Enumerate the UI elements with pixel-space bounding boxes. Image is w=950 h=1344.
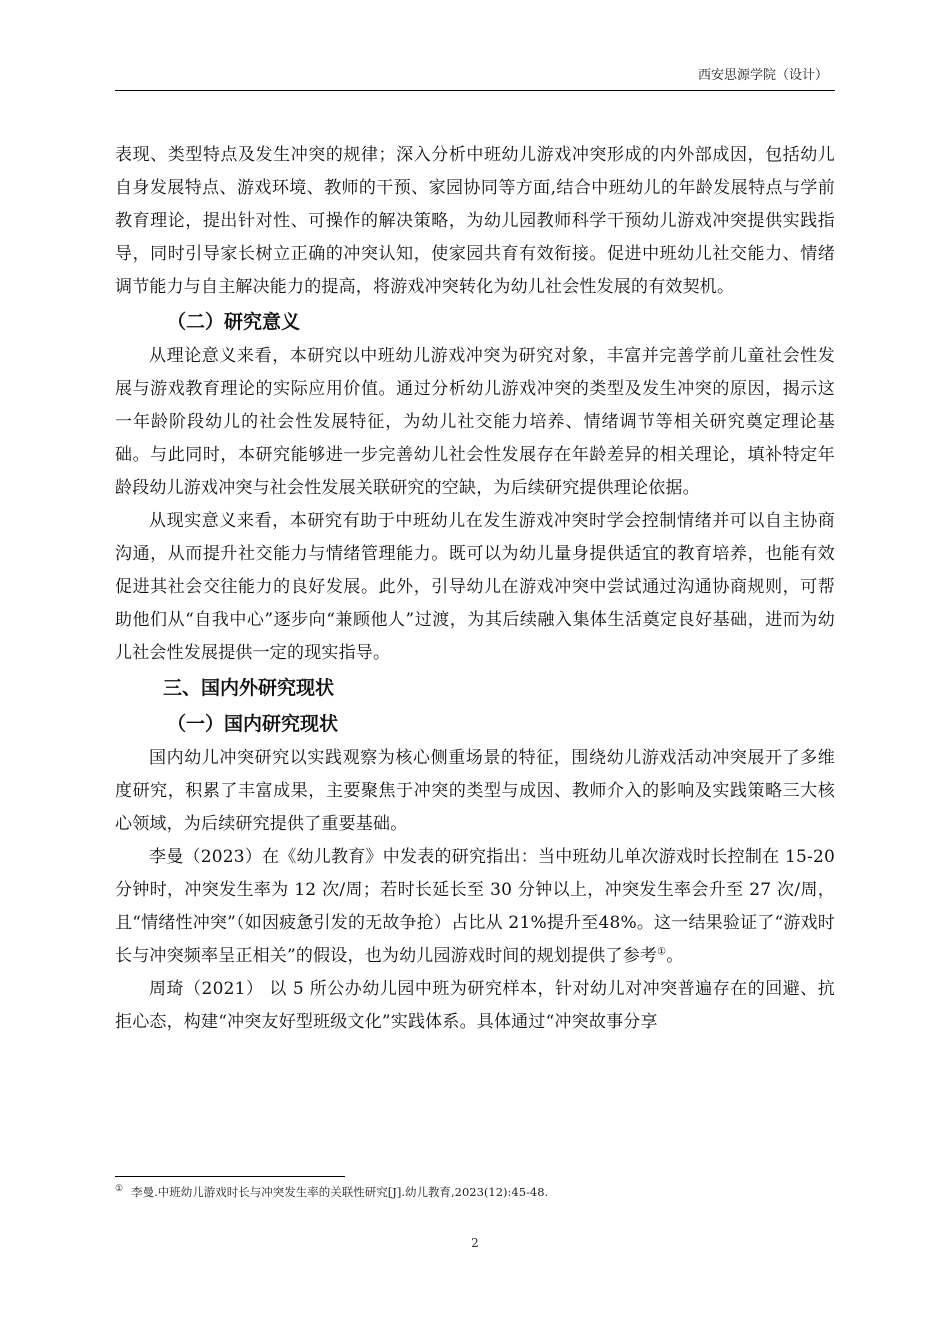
footnote-text: 李曼.中班幼儿游戏时长与冲突发生率的关联性研究[J].幼儿教育,2023(12):45-48. xyxy=(131,1185,549,1199)
paragraph-research-content-continued: 表现、类型特点及发生冲突的规律；深入分析中班幼儿游戏冲突形成的内外部成因，包括幼儿自身发展特点、游戏环境、教师的干预、家园协同等方面,结合中班幼儿的年龄发展特点与学前教育理论，提出针对性、可操作的解决策略，为幼儿园教师科学干预幼儿游戏冲突提供实践指导，同时引导家长树立正确的冲突认知，使家园共育有效衔接。促进中班幼儿社交能力、情绪调节能力与自主解决能力的提高，将游戏冲突转化为幼儿社会性发展的有效契机。 xyxy=(115,145,835,297)
footnote xyxy=(115,1184,835,1200)
page-number: 2 xyxy=(471,1236,479,1250)
footnote-mark: ① xyxy=(115,1184,124,1195)
footnote-divider xyxy=(115,1176,345,1177)
section-heading-research-significance: （二）研究意义 xyxy=(167,311,301,333)
li-man-study-end: 。 xyxy=(666,946,684,966)
paragraph-practical-significance: 从现实意义来看，本研究有助于中班幼儿在发生游戏冲突时学会控制情绪并可以自主协商沟通，从而提升社交能力与情绪管理能力。既可以为幼儿量身提供适宜的教育培养，也能有效促进其社会交往能力的良好发展。此外，引导幼儿在游戏冲突中尝试通过沟通协商规则，可帮助他们从“自我中心”逐步向“兼顾他人”过渡，为其后续融入集体生活奠定良好基础，进而为幼儿社会性发展提供一定的现实指导。 xyxy=(115,511,835,663)
paragraph-domestic-overview: 国内幼儿冲突研究以实践观察为核心侧重场景的特征，围绕幼儿游戏活动冲突展开了多维度研究，积累了丰富成果，主要聚焦于冲突的类型与成因、教师介入的影响及实践策略三大核心领域，为后续研究提供了重要基础。 xyxy=(115,748,835,834)
paragraph-theoretical-significance: 从理论意义来看，本研究以中班幼儿游戏冲突为研究对象，丰富并完善学前儿童社会性发展与游戏教育理论的实际应用价值。通过分析幼儿游戏冲突的类型及发生冲突的原因，揭示这一年龄阶段幼儿的社会性发展特征，为幼儿社交能力培养、情绪调节等相关研究奠定理论基础。与此同时，本研究能够进一步完善幼儿社会性发展存在年龄差异的相关理论，填补特定年龄段幼儿游戏冲突与社会性发展关联研究的空缺，为后续研究提供理论依据。 xyxy=(115,346,835,498)
li-man-study-text: 李曼（2023）在《幼儿教育》中发表的研究指出：当中班幼儿单次游戏时长控制在 15-20 分钟时，冲突发生率为 12 次/周；若时长延长至 30 分钟以上，冲突发生率会升至 27 次/周，且“情绪性冲突”（如因疲惫引发的无故争抢）占比从 21%提升至48%。这一结果验证了“游戏时长与冲突频率呈正相关”的假设，也为幼儿园游戏时间的规划提供了参考 xyxy=(115,847,835,966)
section-heading-domestic-status: （一）国内研究现状 xyxy=(167,713,339,735)
header-divider xyxy=(115,90,835,91)
footnote-reference-mark[interactable]: ① xyxy=(657,946,667,958)
chapter-heading-research-status: 三、国内外研究现状 xyxy=(163,677,335,699)
paragraph-li-man-study xyxy=(115,841,835,973)
paragraph-zhou-qi-study: 周琦（2021） 以 5 所公办幼儿园中班为研究样本，针对幼儿对冲突普遍存在的回避、抗拒心态，构建“冲突友好型班级文化”实践体系。具体通过“冲突故事分享 xyxy=(115,979,835,1032)
page-body xyxy=(115,139,835,1039)
page-header-institution: 西安思源学院（设计） xyxy=(697,68,828,83)
